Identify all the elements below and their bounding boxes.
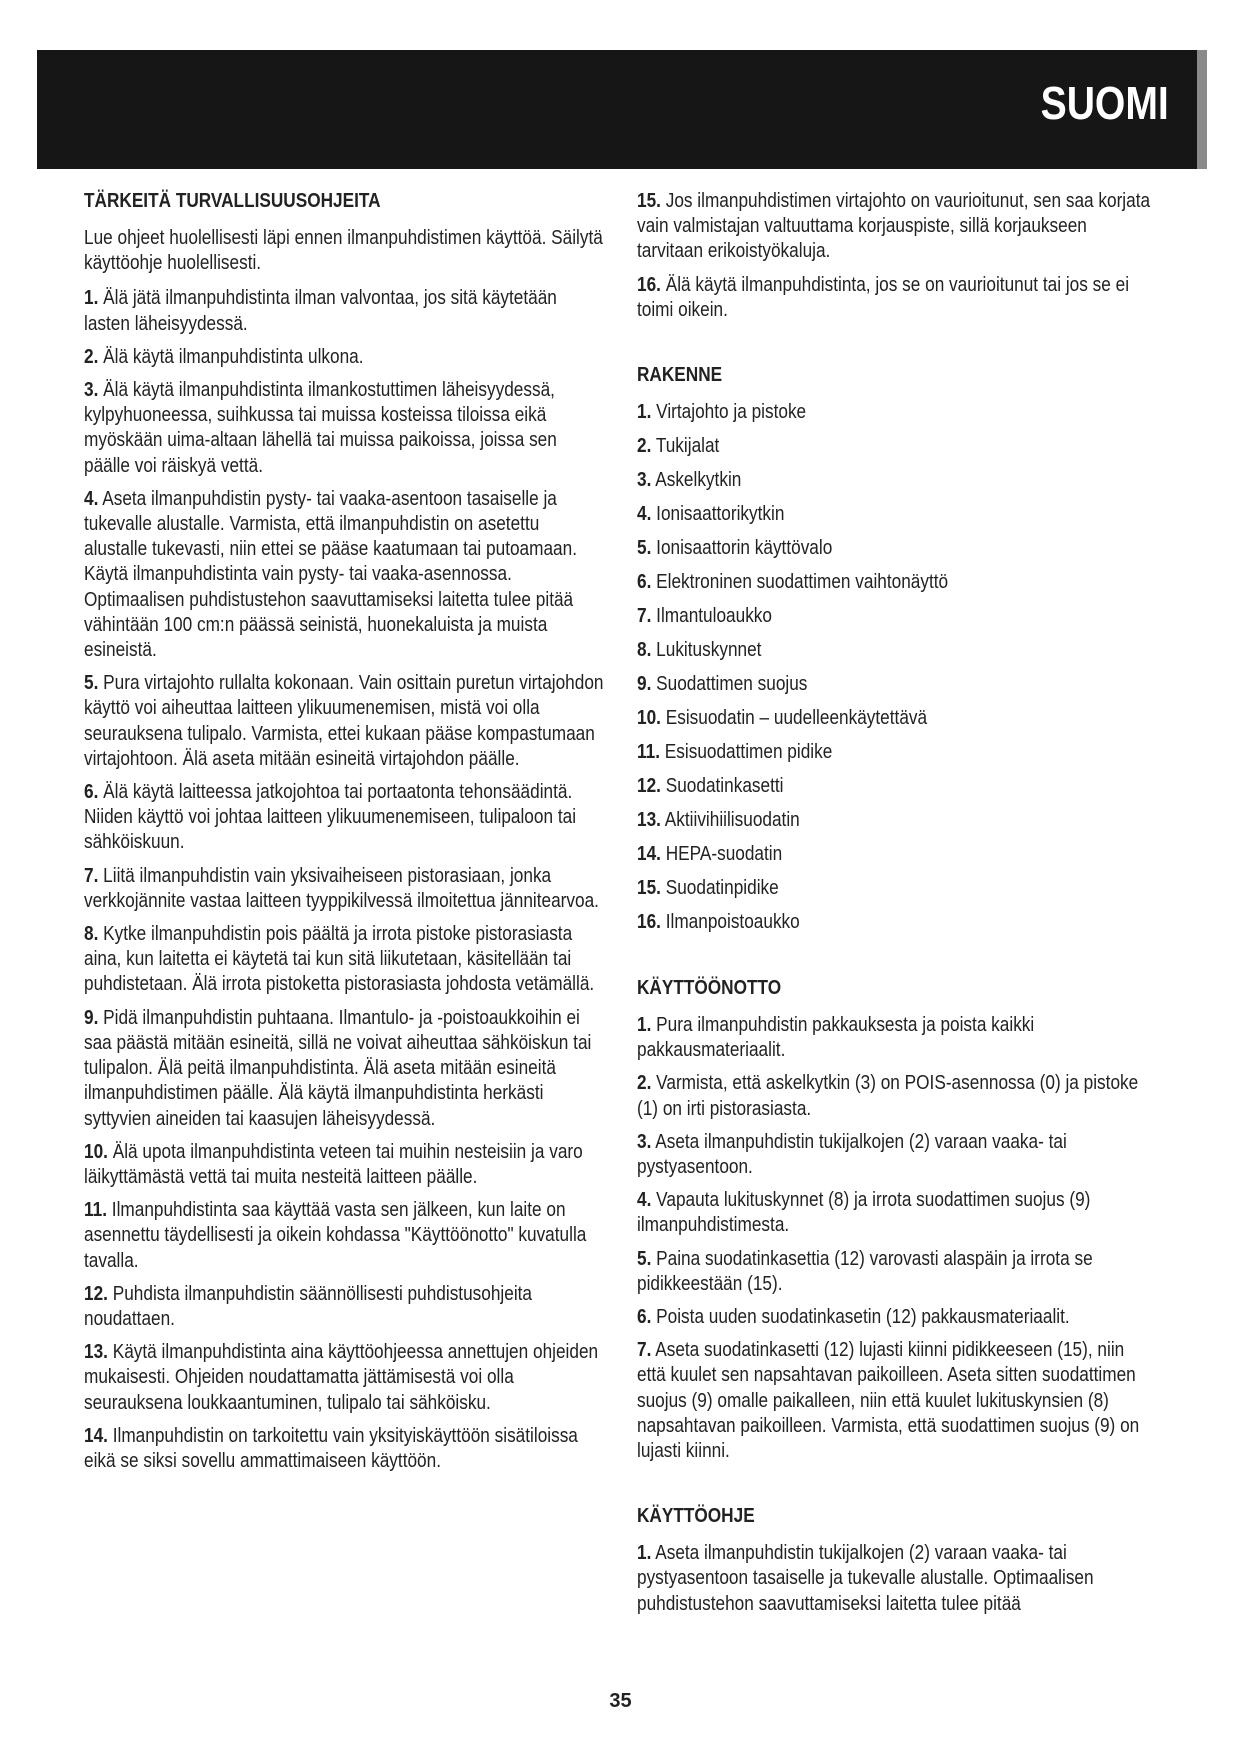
kayttoonotto-item: 3. Aseta ilmanpuhdistin tukijalkojen (2) varaan vaaka- tai pystyasentoon. — [637, 1129, 1067, 1179]
safety-item-7: 7. Liitä ilmanpuhdistin vain yksivaiheiseen pistorasiaan, jonka verkkojännite vastaa laitteen tyyppikilvessä ilmoitettua jännitearvoa. — [84, 863, 599, 912]
kayttoohje-title: KÄYTTÖOHJE — [637, 1504, 755, 1528]
header-bar — [37, 50, 1207, 169]
safety-item-14: 14. Ilmanpuhdistin on tarkoitettu vain yksityiskäyttöön sisätiloissa eikä se siksi sovellu ammattimaiseen käyttöön. — [84, 1423, 578, 1472]
page-number: 35 — [609, 1690, 632, 1712]
language-title: SUOMI — [1040, 77, 1169, 129]
safety-item-16: 16. Älä käytä ilmanpuhdistinta, jos se on vaurioitunut tai jos se ei toimi oikein. — [637, 272, 1130, 321]
safety-item-2: 2. Älä käytä ilmanpuhdistinta ulkona. — [84, 344, 364, 368]
rakenne-item: 11. Esisuodattimen pidike — [637, 740, 833, 764]
safety-item-12: 12. Puhdista ilmanpuhdistin säännöllisesti puhdistusohjeita noudattaen. — [84, 1281, 533, 1330]
safety-item-11: 11. Ilmanpuhdistinta saa käyttää vasta sen jälkeen, kun laite on asennettu täydellisesti ja oikein kohdassa "Käyttöönotto" kuvatulla tavalla. — [84, 1198, 587, 1272]
rakenne-item: 15. Suodatinpidike — [637, 876, 779, 900]
kayttoonotto-item: 5. Paina suodatinkasettia (12) varovasti alaspäin ja irrota se pidikkeestään (15). — [637, 1246, 1093, 1295]
safety-item-13: 13. Käytä ilmanpuhdistinta aina käyttöohjeessa annettujen ohjeiden mukaisesti. Ohjeiden noudattamatta jättämisestä voi olla seurauksena loukkaantuminen, tulipalo tai sähköisku. — [84, 1340, 599, 1414]
rakenne-title: RAKENNE — [637, 363, 723, 387]
rakenne-item: 3. Askelkytkin — [637, 468, 742, 492]
safety-item-1: 1. Älä jätä ilmanpuhdistinta ilman valvontaa, jos sitä käytetään lasten läheisyydessä. — [84, 286, 557, 335]
safety-item-3: 3. Älä käytä ilmanpuhdistinta ilmankostuttimen läheisyydessä, kylpyhuoneessa, suihkussa tai muissa kosteissa tiloissa eikä myöskään uima-altaan lähellä tai muissa paikoissa, joissa sen päälle voi räiskyä vettä. — [84, 378, 557, 477]
safety-intro: Lue ohjeet huolellisesti läpi ennen ilmanpuhdistimen käyttöä. Säilytä käyttöohje huolellisesti. — [84, 226, 603, 275]
right-column — [637, 188, 1151, 1624]
safety-item-4: 4. Aseta ilmanpuhdistin pysty- tai vaaka-asentoon tasaiselle ja tukevalle alustalle. Varmista, että ilmanpuhdistin on asetettu alustalle tukevasti, niin ettei se pääse kaatumaan tai putoamaan. Käytä ilmanpuhdistinta vain pysty- tai vaaka-asennossa. Optimaalisen puhdistustehon saavuttamiseksi laitetta tulee pitää vähintään 100 cm:n päässä seinistä, huonekaluista ja muista esineistä. — [84, 486, 578, 662]
rakenne-item: 14. HEPA-suodatin — [637, 842, 783, 866]
kayttoonotto-item: 6. Poista uuden suodatinkasetin (12) pakkausmateriaalit. — [637, 1305, 1070, 1329]
rakenne-item: 5. Ionisaattorin käyttövalo — [637, 536, 833, 560]
rakenne-item: 8. Lukituskynnet — [637, 638, 762, 662]
kayttoonotto-item: 4. Vapauta lukituskynnet (8) ja irrota suodattimen suojus (9) ilmanpuhdistimesta. — [637, 1188, 1091, 1237]
safety-item-9: 9. Pidä ilmanpuhdistin puhtaana. Ilmantulo- ja -poistoaukkoihin ei saa päästä mitään esineitä, sillä ne voivat aiheuttaa sähköiskun tai tulipalon. Älä peitä ilmanpuhdistinta. Älä aseta mitään esineitä ilmanpuhdistimen päälle. Älä käytä ilmanpuhdistinta herkästi syttyvien aineiden tai kaasujen läheisyydessä. — [84, 1005, 592, 1130]
kayttoonotto-item: 2. Varmista, että askelkytkin (3) on POIS-asennossa (0) ja pistoke (1) on irti pistorasiasta. — [637, 1071, 1139, 1120]
kayttoohje-item: 1. Aseta ilmanpuhdistin tukijalkojen (2) varaan vaaka- tai pystyasentoon tasaiselle ja tukevalle alustalle. Optimaalisen puhdistustehon saavuttamiseksi laitetta tulee pitää — [637, 1541, 1094, 1615]
header-bar-edge — [1197, 50, 1207, 169]
kayttoonotto-item: 1. Pura ilmanpuhdistin pakkauksesta ja poista kaikki pakkausmateriaalit. — [637, 1013, 1035, 1062]
rakenne-item: 1. Virtajohto ja pistoke — [637, 400, 807, 424]
left-column — [84, 188, 604, 1481]
safety-item-8: 8. Kytke ilmanpuhdistin pois päältä ja irrota pistoke pistorasiasta aina, kun laitetta ei käytetä tai kun sitä liikutetaan, käsitellään tai puhdistetaan. Älä irrota pistoketta pistorasiasta johdosta vetämällä. — [84, 922, 595, 996]
rakenne-item: 7. Ilmantuloaukko — [637, 604, 772, 628]
rakenne-item: 9. Suodattimen suojus — [637, 672, 808, 696]
rakenne-item: 10. Esisuodatin – uudelleenkäytettävä — [637, 706, 928, 730]
kayttoonotto-item: 7. Aseta suodatinkasetti (12) lujasti kiinni pidikkeeseen (15), niin että kuulet sen napsahtavan paikoilleen. Aseta sitten suodattimen suojus (9) omalle paikalleen, niin että kuulet lukituskynsien (8) napsahtavan paikoilleen. Varmista, että suodattimen suojus (9) on lujasti kiinni. — [637, 1338, 1140, 1463]
rakenne-item: 16. Ilmanpoistoaukko — [637, 910, 800, 934]
safety-title: TÄRKEITÄ TURVALLISUUSOHJEITA — [84, 189, 381, 212]
rakenne-item: 12. Suodatinkasetti — [637, 774, 784, 798]
safety-item-10: 10. Älä upota ilmanpuhdistinta veteen tai muihin nesteisiin ja varo läikyttämästä vettä tai muita nesteitä laitteen päälle. — [84, 1139, 583, 1188]
rakenne-item: 6. Elektroninen suodattimen vaihtonäyttö — [637, 570, 949, 594]
rakenne-item: 13. Aktiivihiilisuodatin — [637, 808, 800, 832]
safety-item-5: 5. Pura virtajohto rullalta kokonaan. Vain osittain puretun virtajohdon käyttö voi aiheuttaa laitteen ylikuumenemisen, mistä voi olla seurauksena tulipalo. Varmista, ettei kukaan pääse kompastumaan virtajohtoon. Älä aseta mitään esineitä virtajohdon päälle. — [84, 671, 604, 770]
kayttoonotto-title: KÄYTTÖÖNOTTO — [637, 976, 782, 1000]
rakenne-item: 4. Ionisaattorikytkin — [637, 502, 785, 526]
rakenne-item: 2. Tukijalat — [637, 434, 720, 458]
safety-item-15: 15. Jos ilmanpuhdistimen virtajohto on vaurioitunut, sen saa korjata vain valmistajan valtuuttama korjauspiste, sillä korjaukseen tarvitaan erikoistyökaluja. — [637, 189, 1151, 263]
safety-item-6: 6. Älä käytä laitteessa jatkojohtoa tai portaatonta tehonsäädintä. Niiden käyttö voi johtaa laitteen ylikuumenemiseen, tulipaloon tai sähköiskuun. — [84, 780, 577, 854]
